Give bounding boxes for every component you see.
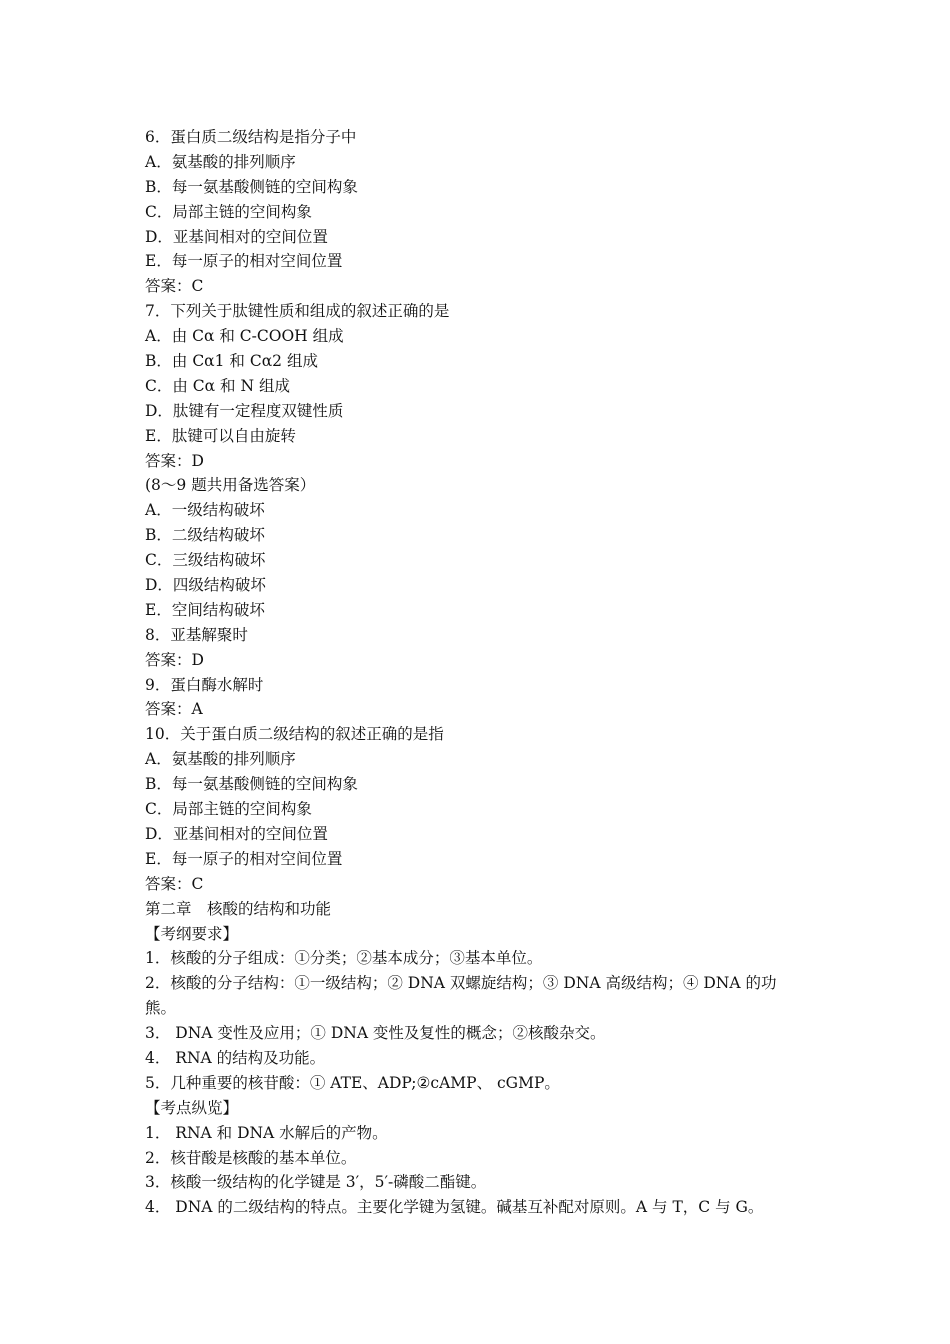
key-points-heading: 【考点纵览】 xyxy=(145,1098,239,1117)
q7-option-d: D．肽键有一定程度双键性质 xyxy=(145,401,344,420)
syllabus-heading: 【考纲要求】 xyxy=(145,924,239,943)
shared-option-d: D．四级结构破坏 xyxy=(145,576,266,595)
syllabus-item-3: 3． DNA 变性及应用；① DNA 变性及复性的概念；②核酸杂交。 xyxy=(145,1024,606,1043)
q6-answer: 答案：C xyxy=(145,277,204,296)
q10-option-c: C．局部主链的空间构象 xyxy=(145,800,312,819)
q6-option-c: C．局部主链的空间构象 xyxy=(145,202,312,221)
q9-answer: 答案：A xyxy=(145,700,203,719)
q7-answer: 答案：D xyxy=(145,451,204,470)
q10-option-d: D．亚基间相对的空间位置 xyxy=(145,824,328,843)
question-10-stem: 10．关于蛋白质二级结构的叙述正确的是指 xyxy=(145,725,444,744)
shared-option-a: A．一级结构破坏 xyxy=(145,501,265,520)
q7-option-e: E．肽键可以自由旋转 xyxy=(145,426,296,445)
q7-option-b: B．由 Cα1 和 Cα2 组成 xyxy=(145,352,318,371)
key-point-2: 2．核苷酸是核酸的基本单位。 xyxy=(145,1148,357,1167)
q10-option-a: A．氨基酸的排列顺序 xyxy=(145,750,296,769)
question-8-stem: 8．亚基解聚时 xyxy=(145,625,248,644)
key-point-4: 4． DNA 的二级结构的特点。主要化学键为氢键。碱基互补配对原则。A 与 T，C 与 G。 xyxy=(145,1198,764,1217)
syllabus-item-2-continued: 熊。 xyxy=(145,999,177,1018)
q10-option-e: E．每一原子的相对空间位置 xyxy=(145,849,343,868)
syllabus-item-4: 4． RNA 的结构及功能。 xyxy=(145,1048,326,1067)
syllabus-item-1: 1．核酸的分子组成：①分类；②基本成分；③基本单位。 xyxy=(145,949,543,968)
q6-option-b: B．每一氨基酸侧链的空间构象 xyxy=(145,177,358,196)
chapter-heading: 第二章 核酸的结构和功能 xyxy=(145,899,332,918)
shared-option-c: C．三级结构破坏 xyxy=(145,551,266,570)
q10-answer: 答案：C xyxy=(145,874,204,893)
question-7-stem: 7．下列关于肽键性质和组成的叙述正确的是 xyxy=(145,302,450,321)
q7-option-c: C．由 Cα 和 N 组成 xyxy=(145,376,290,395)
q6-option-d: D．亚基间相对的空间位置 xyxy=(145,227,328,246)
shared-options-heading: (8～9 题共用备选答案） xyxy=(145,476,316,495)
q8-answer: 答案：D xyxy=(145,650,204,669)
q7-option-a: A．由 Cα 和 C-COOH 组成 xyxy=(145,327,344,346)
q6-option-a: A．氨基酸的排列顺序 xyxy=(145,152,296,171)
shared-option-e: E．空间结构破坏 xyxy=(145,600,265,619)
question-9-stem: 9．蛋白酶水解时 xyxy=(145,675,264,694)
syllabus-item-5: 5．几种重要的核苷酸：① ATE、ADP;②cAMP、 cGMP。 xyxy=(145,1073,560,1092)
key-point-1: 1． RNA 和 DNA 水解后的产物。 xyxy=(145,1123,388,1142)
shared-option-b: B．二级结构破坏 xyxy=(145,526,265,545)
key-point-3: 3．核酸一级结构的化学键是 3′，5′-磷酸二酯键。 xyxy=(145,1173,487,1192)
q10-option-b: B．每一氨基酸侧链的空间构象 xyxy=(145,775,358,794)
document-body xyxy=(145,125,810,1220)
q6-option-e: E．每一原子的相对空间位置 xyxy=(145,252,343,271)
question-6-stem: 6．蛋白质二级结构是指分子中 xyxy=(145,128,357,146)
syllabus-item-2: 2．核酸的分子结构：①一级结构；② DNA 双螺旋结构；③ DNA 高级结构；④ DNA 的功 xyxy=(145,974,777,993)
